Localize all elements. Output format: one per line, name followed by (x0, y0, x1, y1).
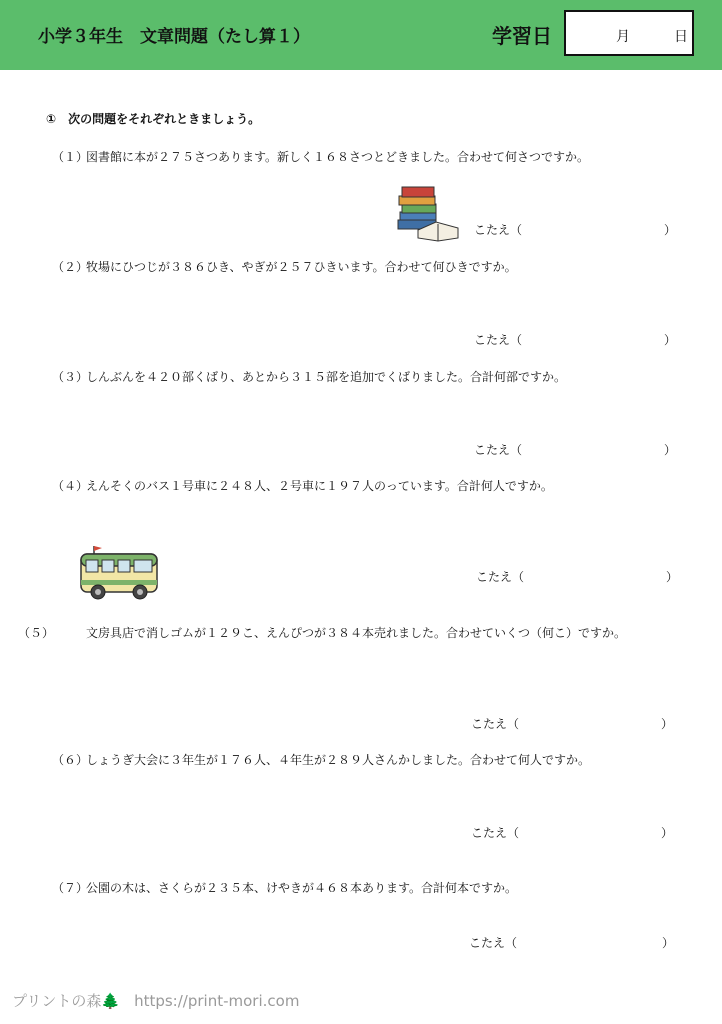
books-icon (396, 184, 460, 242)
worksheet-title: 小学３年生 文章問題（たし算１） (38, 27, 310, 47)
question-7 (52, 879, 517, 897)
answer-label: こたえ（ (471, 826, 520, 840)
answer-line-1[interactable] (474, 221, 677, 238)
section-title: ① 次の問題をそれぞれときましょう。 (46, 112, 261, 126)
answer-close: ） (664, 443, 677, 457)
answer-close: ） (666, 570, 679, 584)
question-number: （７） (52, 881, 89, 895)
question-number: （６） (52, 753, 89, 767)
question-1 (52, 148, 589, 166)
header-bar (0, 0, 722, 70)
footer (12, 990, 299, 1011)
answer-label: こたえ（ (476, 570, 525, 584)
question-text: 牧場にひつじが３８６ひき、やぎが２５７ひきいます。合わせて何ひきですか。 (86, 260, 517, 274)
answer-line-7[interactable] (469, 934, 675, 951)
question-3 (52, 368, 566, 386)
footer-url[interactable]: https://print-mori.com (134, 992, 300, 1010)
answer-label: こたえ（ (474, 223, 523, 237)
question-text: えんそくのバス１号車に２４８人、２号車に１９７人のっています。合計何人ですか。 (86, 479, 553, 493)
answer-line-2[interactable] (474, 331, 677, 348)
question-text: 図書館に本が２７５さつあります。新しく１６８さつとどきました。合わせて何さつですか。 (86, 150, 590, 164)
question-6 (52, 751, 590, 769)
question-text: しんぶんを４２０部くばり、あとから３１５部を追加でくばりました。合計何部ですか。 (86, 370, 567, 384)
footer-brand: プリントの森🌲 (12, 992, 121, 1010)
answer-label: こたえ（ (474, 443, 523, 457)
question-number: （３） (52, 370, 89, 384)
question-number: （５） (18, 626, 55, 640)
month-label: 月 (616, 29, 630, 45)
answer-line-5[interactable] (471, 715, 674, 732)
answer-line-3[interactable] (474, 441, 677, 458)
question-text: しょうぎ大会に３年生が１７６人、４年生が２８９人さんかしました。合わせて何人ですか。 (86, 753, 591, 767)
question-number: （１） (52, 150, 89, 164)
date-label: 学習日 (492, 24, 552, 48)
answer-close: ） (664, 333, 677, 347)
question-text: 文房具店で消しゴムが１２９こ、えんぴつが３８４本売れました。合わせていくつ（何こ）ですか。 (86, 626, 627, 640)
answer-close: ） (662, 936, 675, 950)
answer-line-4[interactable] (476, 568, 679, 585)
answer-close: ） (661, 826, 674, 840)
question-number: （４） (52, 479, 89, 493)
question-4 (52, 477, 553, 495)
answer-line-6[interactable] (471, 824, 674, 841)
question-2 (52, 258, 517, 276)
answer-label: こたえ（ (474, 333, 523, 347)
day-label: 日 (674, 29, 688, 45)
answer-close: ） (661, 717, 674, 731)
question-5 (18, 624, 672, 642)
question-number: （２） (52, 260, 89, 274)
bus-icon (78, 542, 160, 602)
question-text: 公園の木は、さくらが２３５本、けやきが４６８本あります。合計何本ですか。 (86, 881, 518, 895)
answer-label: こたえ（ (469, 936, 518, 950)
answer-label: こたえ（ (471, 717, 520, 731)
date-box (564, 10, 694, 56)
answer-close: ） (664, 223, 677, 237)
